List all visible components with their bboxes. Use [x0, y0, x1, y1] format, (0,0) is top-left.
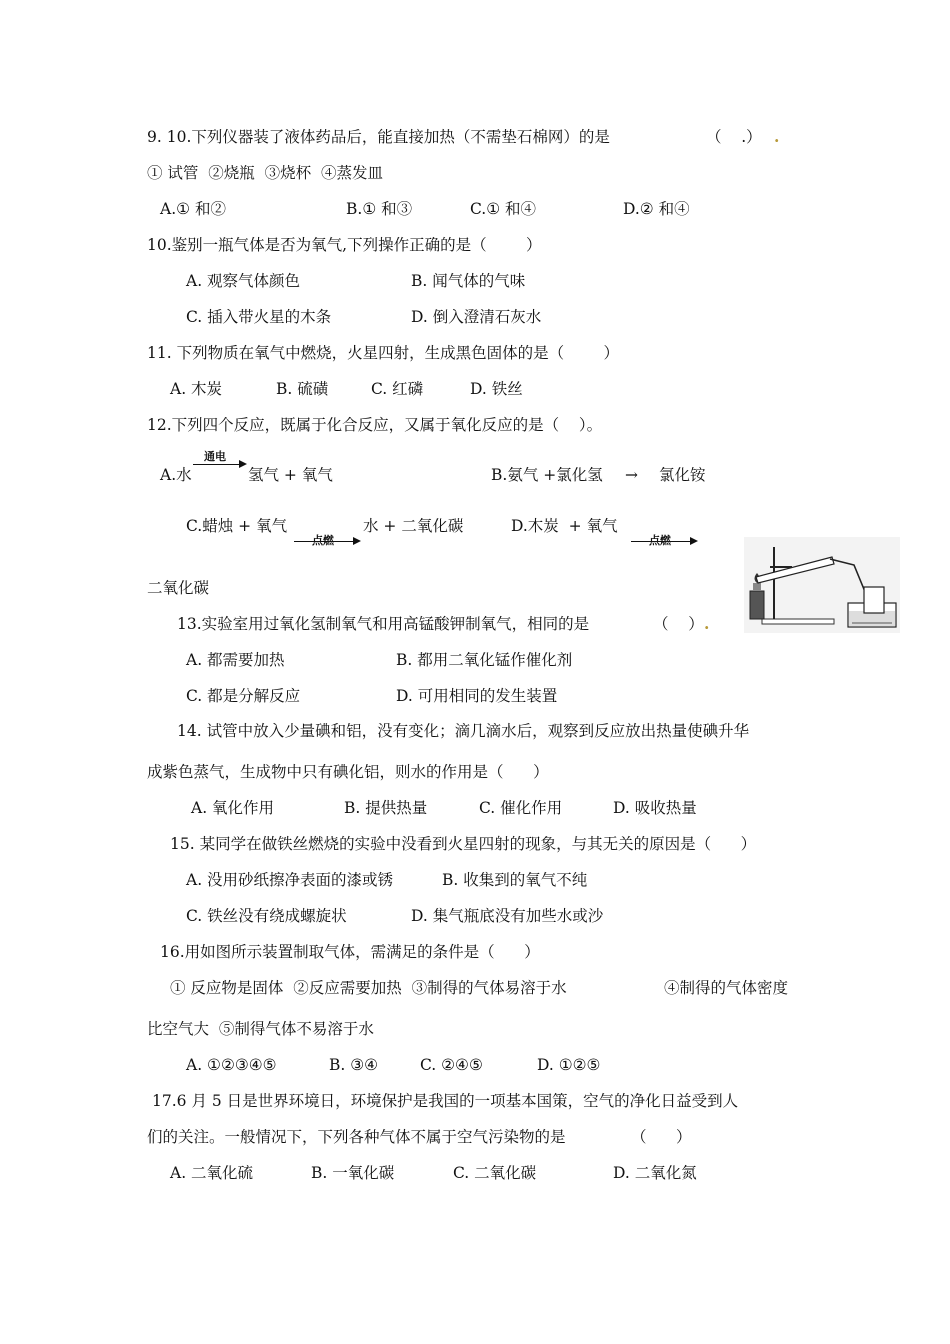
q16-option-b: B. ③④: [329, 1056, 379, 1074]
q16-option-c: C. ②④⑤: [420, 1056, 483, 1074]
q10-option-c: C. 插入带火星的木条: [186, 308, 332, 326]
q12-option-b-arrow: →: [625, 466, 638, 484]
q12-option-d-condition: 点燃: [649, 534, 671, 547]
q12-stem: 12.下列四个反应，既属于化合反应，又属于氧化反应的是（ ）。: [147, 416, 603, 434]
q12-option-a-arrow: [193, 464, 245, 465]
q14-stem-line-2: 成紫色蒸气，生成物中只有碘化铝，则水的作用是（ ）: [147, 763, 549, 781]
q17-option-c: C. 二氧化碳: [453, 1164, 537, 1182]
q14-option-d: D. 吸收热量: [613, 799, 697, 817]
q16-option-a: A. ①②③④⑤: [186, 1056, 277, 1074]
q14-option-b: B. 提供热量: [344, 799, 428, 817]
apparatus-drawing: [744, 537, 900, 633]
q12-option-b-reactants: B.氨气 +氯化氢: [491, 466, 603, 484]
q9-option-a: A.① 和②: [160, 200, 226, 218]
q12-option-d-product: 二氧化碳: [147, 579, 210, 597]
q12-option-d-arrow: [631, 541, 696, 542]
q14-option-a: A. 氧化作用: [191, 799, 275, 817]
q12-option-c-products: 水 + 二氧化碳: [363, 517, 464, 535]
q9-items: ① 试管 ②烧瓶 ③烧杯 ④蒸发皿: [147, 164, 383, 182]
q11-option-a: A. 木炭: [170, 380, 223, 398]
q12-option-d-reactants: D.木炭 + 氧气: [511, 517, 618, 535]
q9-stem: 9. 10.下列仪器装了液体药品后，能直接加热（不需垫石棉网）的是: [147, 128, 610, 146]
q17-stem-line-2: 们的关注。一般情况下，下列各种气体不属于空气污染物的是: [147, 1128, 566, 1146]
q9-option-c: C.① 和④: [470, 200, 537, 218]
q12-option-a-products: 氢气 + 氧气: [248, 466, 333, 484]
q16-items-line-1: ① 反应物是固体 ②反应需要加热 ③制得的气体易溶于水: [170, 979, 567, 997]
q14-option-c: C. 催化作用: [479, 799, 563, 817]
q9-dot: .: [774, 127, 780, 146]
q13-option-a: A. 都需要加热: [186, 651, 285, 669]
q13-dot: .: [704, 614, 710, 633]
q13-option-b: B. 都用二氧化锰作催化剂: [396, 651, 573, 669]
q9-option-d: D.② 和④: [623, 200, 690, 218]
q11-option-b: B. 硫磺: [276, 380, 329, 398]
q17-option-a: A. 二氧化硫: [170, 1164, 254, 1182]
q12-option-a-reactant: A.水: [160, 466, 192, 484]
q9-option-b: B.① 和③: [346, 200, 413, 218]
q10-stem: 10.鉴别一瓶气体是否为氧气,下列操作正确的是（ ）: [147, 236, 542, 254]
q12-option-b-product: 氯化铵: [659, 466, 706, 484]
q17-option-d: D. 二氧化氮: [613, 1164, 697, 1182]
q12-option-c-arrow: [294, 541, 359, 542]
gas-generation-apparatus-figure: [744, 537, 900, 633]
q15-option-c: C. 铁丝没有绕成螺旋状: [186, 907, 347, 925]
q13-option-c: C. 都是分解反应: [186, 687, 301, 705]
q17-answer-bracket: （ ）: [631, 1128, 692, 1146]
q13-option-d: D. 可用相同的发生装置: [396, 687, 558, 705]
q11-option-d: D. 铁丝: [470, 380, 523, 398]
q16-items-line-1-end: ④制得的气体密度: [664, 979, 789, 997]
q15-option-b: B. 收集到的氧气不纯: [442, 871, 588, 889]
q15-option-d: D. 集气瓶底没有加些水或沙: [411, 907, 604, 925]
q10-option-a: A. 观察气体颜色: [186, 272, 301, 290]
q16-items-line-2: 比空气大 ⑤制得气体不易溶于水: [147, 1020, 374, 1038]
q15-option-a: A. 没用砂纸擦净表面的漆或锈: [186, 871, 394, 889]
q13-stem: 13.实验室用过氧化氢制氧气和用高锰酸钾制氧气，相同的是: [177, 615, 590, 633]
q11-stem: 11. 下列物质在氧气中燃烧，火星四射，生成黑色固体的是（ ）: [147, 344, 619, 362]
q16-stem: 16.用如图所示装置制取气体，需满足的条件是（ ）: [160, 943, 540, 961]
q13-answer-bracket: （ ）: [653, 615, 704, 633]
q15-stem: 15. 某同学在做铁丝燃烧的实验中没看到火星四射的现象，与其无关的原因是（ ）: [170, 835, 757, 853]
q16-option-d: D. ①②⑤: [537, 1056, 601, 1074]
q17-option-b: B. 一氧化碳: [311, 1164, 395, 1182]
q10-option-b: B. 闻气体的气味: [411, 272, 526, 290]
q11-option-c: C. 红磷: [371, 380, 424, 398]
q14-stem-line-1: 14. 试管中放入少量碘和铝，没有变化；滴几滴水后，观察到反应放出热量使碘升华: [177, 722, 750, 740]
q12-option-c-reactants: C.蜡烛 + 氧气: [186, 517, 288, 535]
q12-option-c-condition: 点燃: [312, 534, 334, 547]
q12-option-a-condition: 通电: [204, 450, 226, 463]
q10-option-d: D. 倒入澄清石灰水: [411, 308, 542, 326]
q9-answer-bracket: （ .）: [706, 128, 762, 146]
q17-stem-line-1: 17.6 月 5 日是世界环境日，环境保护是我国的一项基本国策，空气的净化日益受到人: [152, 1092, 739, 1110]
